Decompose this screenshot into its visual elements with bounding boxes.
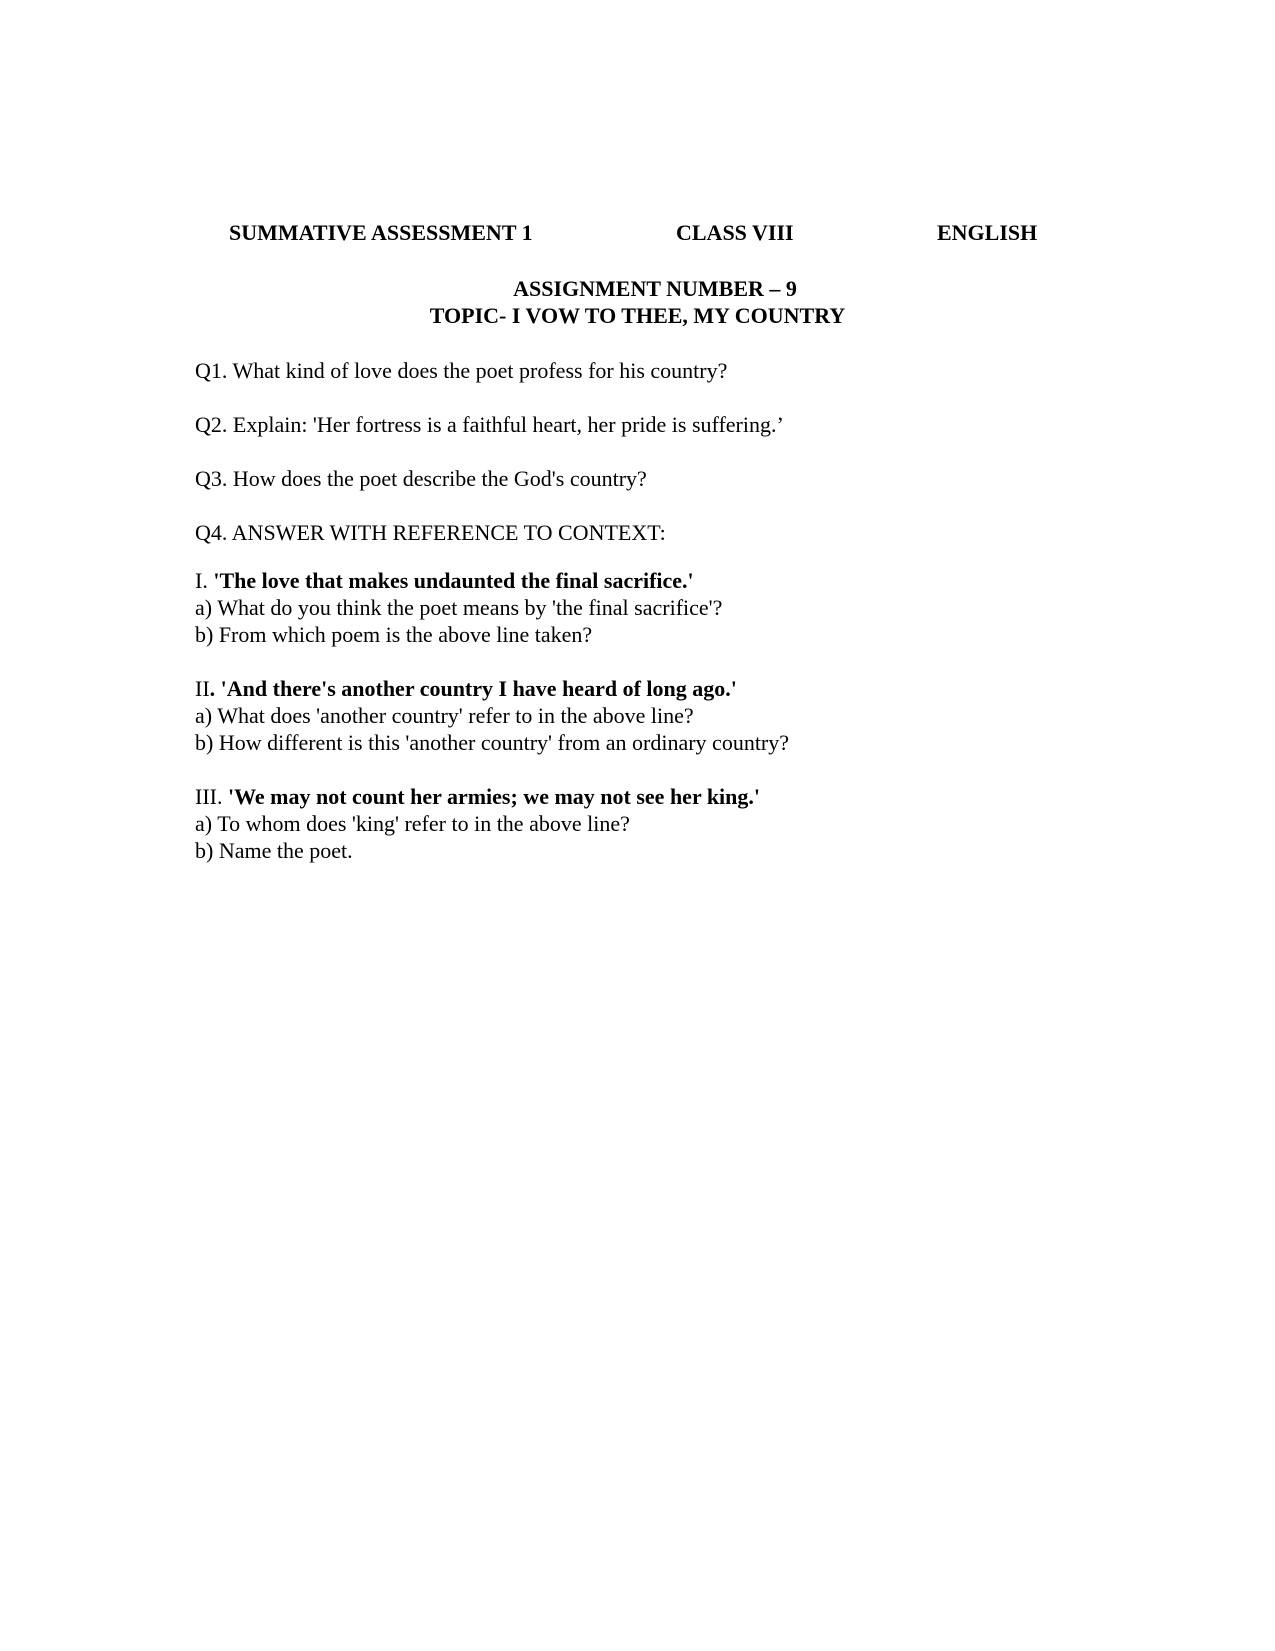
context-question-b: b) From which poem is the above line taken? — [195, 622, 593, 647]
context-question-b: b) How different is this 'another country' from an ordinary country? — [195, 730, 790, 755]
context-quote-line — [195, 675, 1095, 702]
assignment-number: ASSIGNMENT NUMBER – 9 — [513, 276, 797, 301]
questions-section — [195, 357, 1095, 891]
context-question-a: a) What does 'another country' refer to in the above line? — [195, 703, 694, 728]
class-label: CLASS VIII — [676, 220, 794, 245]
context-question-a: a) To whom does 'king' refer to in the above line? — [195, 811, 630, 836]
question-2: Q2. Explain: 'Her fortress is a faithful heart, her pride is suffering.’ — [195, 412, 784, 437]
context-item-3 — [195, 783, 1095, 864]
context-numeral: III. — [195, 784, 228, 809]
context-quote: 'The love that makes undaunted the final sacrifice.' — [213, 568, 694, 593]
question-1: Q1. What kind of love does the poet profess for his country? — [195, 358, 728, 383]
context-numeral: I. — [195, 568, 214, 593]
context-quote: . 'And there's another country I have heard of long ago.' — [209, 676, 737, 701]
context-numeral: II — [195, 676, 210, 701]
question-4: Q4. ANSWER WITH REFERENCE TO CONTEXT: — [195, 520, 666, 545]
context-item-1 — [195, 567, 1095, 648]
context-quote: 'We may not count her armies; we may not see her king.' — [227, 784, 761, 809]
context-question-b: b) Name the poet. — [195, 838, 353, 863]
context-quote-line — [195, 567, 1095, 594]
assignment-topic: TOPIC- I VOW TO THEE, MY COUNTRY — [429, 303, 846, 328]
question-3: Q3. How does the poet describe the God's country? — [195, 466, 647, 491]
context-item-2 — [195, 675, 1095, 756]
assessment-label: SUMMATIVE ASSESSMENT 1 — [229, 220, 533, 245]
assignment-title-block — [0, 275, 1275, 329]
context-question-a: a) What do you think the poet means by 'the final sacrifice'? — [195, 595, 723, 620]
subject-label: ENGLISH — [937, 220, 1038, 245]
context-quote-line — [195, 783, 1095, 810]
